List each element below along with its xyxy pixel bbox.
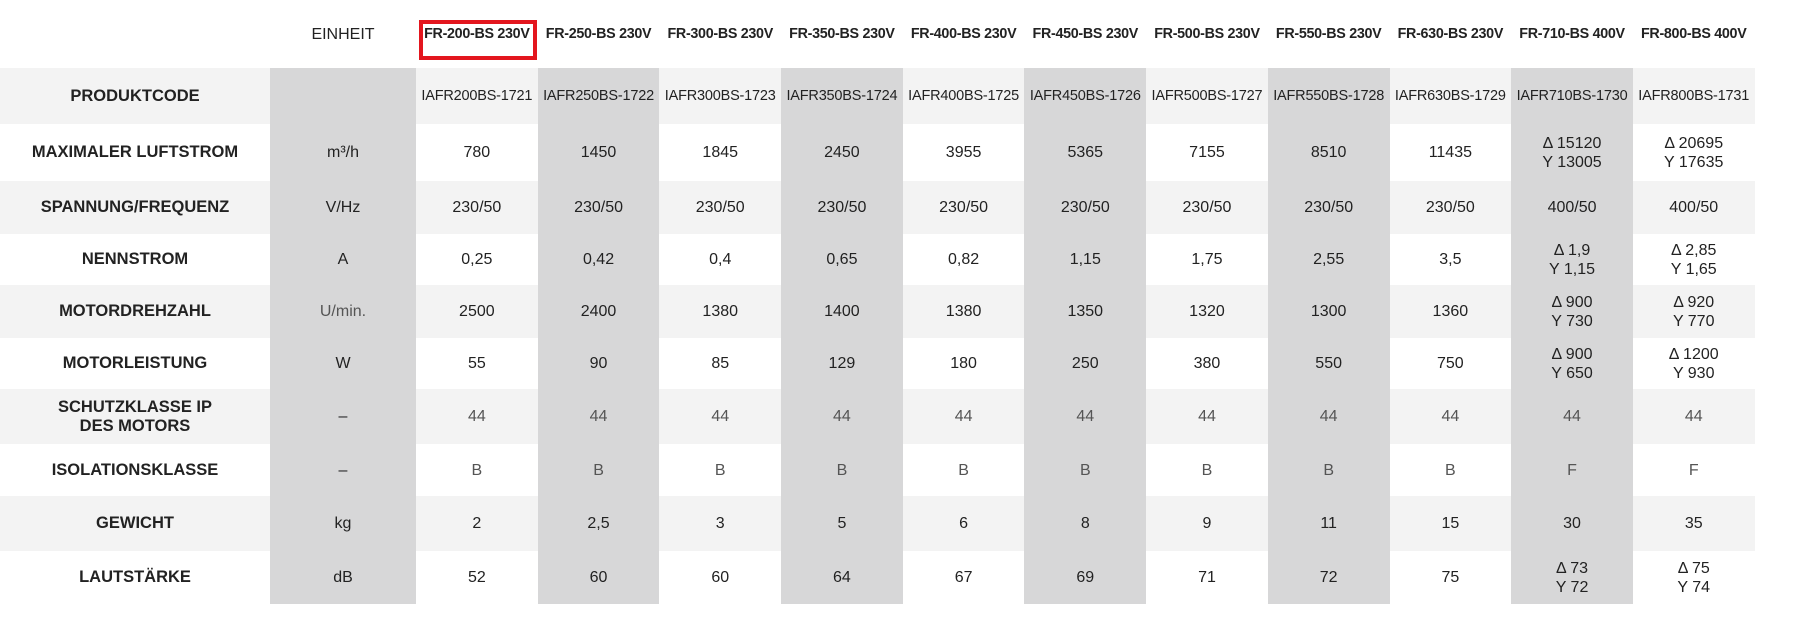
cell-value: IAFR250BS-1722 [543,87,654,104]
cell-value: IAFR200BS-1721 [421,87,533,104]
table-cell [903,389,1025,444]
table-cell [1268,496,1390,551]
cell-value: 0,42 [582,251,615,268]
cell-value: 1845 [702,144,739,161]
cell-value: 44 [1198,408,1216,425]
table-cell [903,181,1025,234]
table-cell [1633,551,1755,604]
table-cell [1268,444,1390,496]
table-cell [1390,181,1512,234]
table-cell [416,338,538,389]
cell-value: 44 [1441,408,1460,425]
cell-value: 230/50 [817,199,867,216]
table-cell [1633,68,1755,124]
table-cell [659,285,781,338]
cell-value: 1,15 [1069,251,1101,268]
table-cell [1511,496,1633,551]
table-cell [903,285,1025,338]
cell-value: Δ 15120 [1542,134,1602,152]
table-cell [903,124,1025,181]
table-row [0,444,1755,496]
table-cell [1146,389,1268,444]
cell-value: 8510 [1310,144,1347,161]
table-cell [1511,68,1633,124]
cell-value: B [1323,461,1334,479]
cell-value: IAFR450BS-1726 [1029,87,1141,104]
cell-value: B [714,461,726,479]
cell-value: 230/50 [695,199,745,216]
cell-value: Y 17635 [1664,153,1724,171]
table-cell [416,181,538,234]
cell-value: 5 [837,515,847,532]
cell-value: 230/50 [574,199,623,216]
table-cell [1633,285,1755,338]
row-unit: – [270,444,416,496]
cell-value: IAFR630BS-1729 [1394,87,1506,104]
cell-value: 60 [711,569,730,586]
header-model-label: FR-630-BS 230V [1397,25,1504,42]
cell-value: 11435 [1428,144,1472,161]
cell-value: 2450 [824,144,860,161]
table-cell [1633,234,1755,285]
table-cell [1268,285,1390,338]
cell-value: Y 770 [1672,312,1715,330]
cell-value: IAFR550BS-1728 [1273,87,1385,104]
cell-value: 64 [833,569,851,586]
table-cell [1633,338,1755,389]
table-cell [1146,551,1268,604]
cell-value: 2,55 [1313,251,1345,268]
table-cell [1268,234,1390,285]
header-model-0 [416,0,538,68]
table-cell [538,68,660,124]
cell-value: 60 [589,569,608,586]
header-model-label: FR-300-BS 230V [667,25,773,42]
header-model-7 [1268,0,1390,68]
table-cell [903,234,1025,285]
header-model-10 [1633,0,1755,68]
table-row [0,234,1755,285]
header-model-label: FR-800-BS 400V [1640,25,1747,42]
cell-value: Y 72 [1555,578,1589,596]
table-cell [1146,124,1268,181]
row-unit: W [270,338,416,389]
cell-value: 180 [950,355,977,372]
row-unit: m³/h [270,124,416,181]
cell-value: IAFR350BS-1724 [786,87,898,104]
table-cell [781,285,903,338]
table-row [0,285,1755,338]
cell-value: 2 [472,515,482,532]
table-cell [1024,124,1146,181]
cell-value: 44 [1684,408,1703,425]
table-cell [1390,444,1512,496]
table-cell [538,181,660,234]
table-cell [1024,285,1146,338]
table-cell [416,551,538,604]
cell-value: 0,65 [826,251,858,268]
cell-value: 230/50 [1425,199,1475,216]
table-cell [1146,181,1268,234]
cell-value: 44 [954,408,973,425]
cell-value: 44 [1076,408,1095,425]
cell-value: 250 [1071,355,1099,372]
row-label [0,338,270,389]
cell-value: B [471,461,483,479]
cell-value: 2400 [580,303,617,320]
row-label-text: GEWICHT [96,514,174,532]
table-cell [781,389,903,444]
table-cell [416,444,538,496]
header-model-label: FR-400-BS 230V [910,25,1017,42]
row-label [0,285,270,338]
table-cell [1390,338,1512,389]
table-cell [1146,444,1268,496]
header-model-9 [1511,0,1633,68]
cell-value: B [593,461,604,479]
cell-value: 5365 [1067,144,1104,161]
cell-value: 52 [467,569,486,586]
table-cell [1146,68,1268,124]
cell-value: 1380 [945,303,982,320]
header-model-5 [1024,0,1146,68]
header-model-4 [903,0,1025,68]
cell-value: Δ 900 [1551,293,1593,311]
cell-value: 30 [1563,515,1581,532]
cell-value: Y 1,65 [1670,260,1717,278]
cell-value: Δ 75 [1677,559,1710,577]
header-model-label: FR-710-BS 400V [1519,25,1625,42]
table-row [0,68,1755,124]
row-label-text: SPANNUNG/FREQUENZ [40,198,230,216]
table-cell [1268,551,1390,604]
header-model-3 [781,0,903,68]
cell-value: 780 [463,144,491,161]
table-cell [1268,389,1390,444]
row-label-text: MAXIMALER LUFTSTROM [31,143,239,161]
cell-value: Δ 73 [1556,559,1589,577]
row-label [0,444,270,496]
cell-value: B [1201,461,1213,479]
row-unit: kg [270,496,416,551]
table-cell [1024,444,1146,496]
cell-value: 2500 [459,303,495,320]
table-cell [538,389,660,444]
row-label [0,551,270,604]
row-unit: – [270,389,416,444]
cell-value: IAFR400BS-1725 [908,87,1020,104]
cell-value: IAFR300BS-1723 [664,87,776,104]
cell-value: 230/50 [1182,199,1232,216]
header-model-label: FR-450-BS 230V [1032,25,1139,42]
table-cell [416,285,538,338]
cell-value: F [1567,461,1577,479]
table-cell [1633,444,1755,496]
table-cell [538,285,660,338]
row-unit: V/Hz [270,181,416,234]
table-cell [538,234,660,285]
cell-value: Y 1,15 [1549,260,1596,278]
cell-value: 6 [959,515,969,532]
table-cell [1146,285,1268,338]
cell-value: Y 730 [1551,312,1593,330]
table-cell [1024,181,1146,234]
cell-value: 11 [1320,515,1337,532]
table-cell [1633,181,1755,234]
table-cell [1633,389,1755,444]
table-cell [1024,68,1146,124]
cell-value: Δ 920 [1673,293,1715,311]
table-cell [659,551,781,604]
row-label-text: MOTORLEISTUNG [62,354,208,372]
cell-value: 71 [1198,569,1216,586]
cell-value: 75 [1441,569,1460,586]
table-cell [1268,68,1390,124]
table-cell [659,234,781,285]
header-model-8 [1390,0,1512,68]
cell-value: 400/50 [1669,199,1719,216]
table-cell [781,234,903,285]
table-cell [781,124,903,181]
header-model-label: FR-250-BS 230V [545,25,652,42]
table-cell [903,496,1025,551]
table-cell [1024,234,1146,285]
table-cell [1024,338,1146,389]
table-cell [1390,234,1512,285]
table-cell [903,68,1025,124]
row-label-text: SCHUTZKLASSE IP DES MOTORS [57,397,212,435]
selected-model-highlight [419,20,537,60]
table-cell [659,338,781,389]
cell-value: 0,82 [948,251,980,268]
cell-value: 67 [954,569,973,586]
cell-value: 2,5 [587,515,610,532]
table-cell [1511,551,1633,604]
table-cell [1146,496,1268,551]
table-cell [659,181,781,234]
cell-value: 44 [1563,408,1581,425]
cell-value: Y 13005 [1542,153,1602,171]
table-cell [1511,389,1633,444]
table-row [0,496,1755,551]
table-cell [903,338,1025,389]
cell-value: 380 [1193,355,1221,372]
table-cell [1390,285,1512,338]
table-cell [1146,234,1268,285]
table-cell [781,68,903,124]
cell-value: 230/50 [939,199,989,216]
table-cell [1390,124,1512,181]
cell-value: 230/50 [452,199,502,216]
table-cell [1268,181,1390,234]
cell-value: 0,4 [709,251,732,268]
cell-value: 1380 [702,303,739,320]
cell-value: Y 650 [1551,364,1593,382]
table-cell [1511,338,1633,389]
row-label-text: PRODUKTCODE [70,86,200,105]
cell-value: 85 [711,355,730,372]
table-cell [1633,124,1755,181]
table-cell [538,496,660,551]
cell-value: 1,75 [1191,251,1223,268]
table-cell [781,496,903,551]
cell-value: B [836,461,848,479]
table-cell [1633,496,1755,551]
table-cell [781,551,903,604]
header-model-label: FR-550-BS 230V [1275,25,1382,42]
table-cell [1390,389,1512,444]
cell-value: Y 930 [1672,364,1715,382]
cell-value: IAFR710BS-1730 [1516,87,1628,104]
row-label-text: NENNSTROM [81,250,189,268]
header-unit-label: EINHEIT [270,0,416,68]
cell-value: 72 [1319,569,1338,586]
table-cell [416,234,538,285]
table-row [0,389,1755,444]
cell-value: 400/50 [1547,199,1597,216]
cell-value: Δ 1,9 [1553,241,1591,259]
row-label-text: ISOLATIONSKLASSE [51,460,219,479]
table-cell [781,181,903,234]
row-unit: dB [270,551,416,604]
cell-value: 550 [1315,355,1342,372]
cell-value: 44 [711,408,730,425]
header-model-1 [538,0,660,68]
table-row [0,181,1755,234]
cell-value: 44 [467,408,486,425]
row-label [0,68,270,124]
table-cell [781,444,903,496]
table-cell [1511,181,1633,234]
cell-value: 1450 [580,144,617,161]
table-cell [1024,551,1146,604]
table-cell [659,124,781,181]
table-row [0,338,1755,389]
cell-value: 55 [467,355,486,372]
table-cell [416,68,538,124]
table-cell [1390,68,1512,124]
header-model-label: FR-350-BS 230V [789,25,895,42]
cell-value: B [1079,461,1091,479]
cell-value: 8 [1080,515,1090,532]
cell-value: 129 [828,355,856,372]
table-cell [1268,124,1390,181]
cell-value: 44 [589,408,608,425]
table-cell [1024,496,1146,551]
cell-value: 1350 [1067,303,1104,320]
table-cell [416,496,538,551]
table-row [0,551,1755,604]
table-cell [903,551,1025,604]
table-cell [538,551,660,604]
cell-value: 9 [1202,515,1212,532]
cell-value: 0,25 [461,251,493,268]
table-cell [1024,389,1146,444]
cell-value: 69 [1076,569,1095,586]
table-cell [538,124,660,181]
cell-value: Δ 900 [1551,345,1593,363]
cell-value: 1300 [1310,303,1347,320]
table-cell [1511,234,1633,285]
cell-value: 3,5 [1439,251,1462,268]
cell-value: 1400 [824,303,860,320]
cell-value: 90 [589,355,608,372]
table-cell [538,444,660,496]
row-label [0,124,270,181]
header-model-label: FR-500-BS 230V [1154,25,1260,42]
cell-value: 7155 [1189,144,1225,161]
cell-value: 3 [715,515,725,532]
cell-value: 1360 [1432,303,1469,320]
cell-value: IAFR800BS-1731 [1638,87,1750,104]
table-cell [1511,444,1633,496]
cell-value: 230/50 [1060,199,1110,216]
table-cell [1511,285,1633,338]
cell-value: B [1445,461,1456,479]
cell-value: F [1688,461,1699,479]
table-cell [1146,338,1268,389]
cell-value: 230/50 [1304,199,1354,216]
table-cell [416,124,538,181]
row-label [0,181,270,234]
row-label-text: LAUTSTÄRKE [79,568,191,586]
cell-value: 44 [833,408,851,425]
header-model-2 [659,0,781,68]
cell-value: 15 [1441,515,1460,532]
cell-value: Y 74 [1677,578,1711,596]
header-model-label: FR-200-BS 230V [424,25,530,42]
header-model-6 [1146,0,1268,68]
row-label [0,389,270,444]
table-cell [781,338,903,389]
table-header-row [0,0,1755,68]
header-empty-cell [0,0,270,68]
cell-value: 1320 [1189,303,1225,320]
table-cell [1268,338,1390,389]
table-cell [1390,551,1512,604]
row-label-text: MOTORDREHZAHL [59,302,211,320]
cell-value: 750 [1436,355,1464,372]
table-cell [538,338,660,389]
cell-value: 35 [1684,515,1703,532]
cell-value: IAFR500BS-1727 [1151,87,1263,104]
table-cell [1390,496,1512,551]
table-cell [903,444,1025,496]
cell-value: Δ 2,85 [1671,241,1717,259]
table-cell [416,389,538,444]
row-unit: U/min. [270,285,416,338]
cell-value: 44 [1319,408,1338,425]
row-unit: A [270,234,416,285]
cell-value: B [958,461,969,479]
table-cell [659,68,781,124]
table-row [0,124,1755,181]
table-cell [659,496,781,551]
row-label [0,234,270,285]
cell-value: Δ 20695 [1664,134,1724,152]
table-cell [1511,124,1633,181]
cell-value: Δ 1200 [1668,345,1719,363]
table-cell [659,389,781,444]
table-cell [659,444,781,496]
cell-value: 3955 [945,144,982,161]
row-label [0,496,270,551]
row-unit [270,68,416,124]
